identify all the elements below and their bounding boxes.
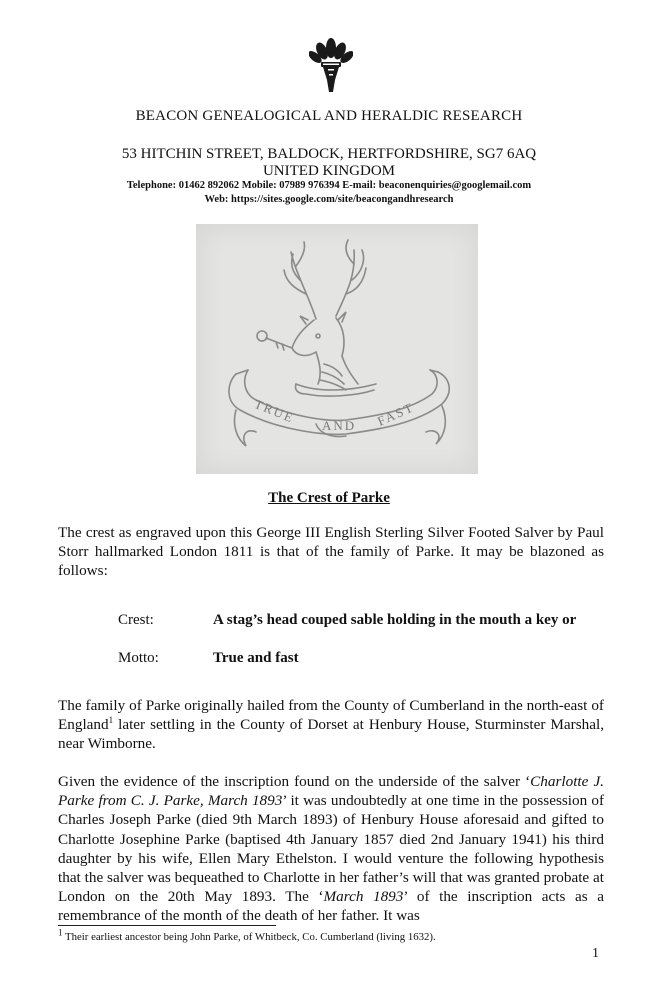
family-text-after: later settling in the County of Dorset at Henbury House, Sturminster Marshal, near Wimborne. bbox=[58, 716, 604, 753]
section-heading: The Crest of Parke bbox=[268, 490, 390, 506]
footnote-reference[interactable]: 1 bbox=[108, 715, 114, 726]
address-line-1: 53 HITCHIN STREET, BALDOCK, HERTFORDSHIRE, SG7 6AQ bbox=[121, 146, 537, 162]
footnote bbox=[58, 927, 618, 943]
blazon-crest-value: A stag’s head couped sable holding in the mouth a key or bbox=[213, 612, 577, 628]
evidence-part-3: ’ of the inscription acts as a remembrance of the month of the death of her father. It was bbox=[58, 888, 604, 925]
blazon-motto-value: True and fast bbox=[213, 650, 299, 666]
evidence-part-1: Given the evidence of the inscription found on the underside of the salver ‘ bbox=[58, 773, 531, 790]
plume-logo-icon bbox=[309, 36, 353, 96]
month-quote: March 1893 bbox=[323, 888, 404, 906]
evidence-paragraph bbox=[58, 772, 604, 926]
blazon-motto-label: Motto: bbox=[118, 650, 159, 666]
inscription-quote: Charlotte J. Parke from C. J. Parke, March 1893 bbox=[58, 773, 604, 810]
footnote-text: Their earliest ancestor being John Parke, of Whitbeck, Co. Cumberland (living 1632). bbox=[62, 931, 436, 943]
intro-paragraph: The crest as engraved upon this George III English Sterling Silver Footed Salver by Paul Storr hallmarked London 1811 is that of the family of Parke. It may be blazoned as follows: bbox=[58, 524, 604, 580]
address-line-2: UNITED KINGDOM bbox=[262, 163, 396, 179]
motto-word-true: TRUE bbox=[252, 396, 297, 426]
blazon-crest-label: Crest: bbox=[118, 612, 154, 628]
stag-crest-engraving bbox=[196, 224, 478, 474]
page-number: 1 bbox=[592, 946, 599, 961]
family-text-before: The family of Parke originally hailed from the County of Cumberland in the north-east of England bbox=[58, 697, 604, 734]
footnote-mark: 1 bbox=[58, 927, 63, 938]
evidence-part-2: ’ it was undoubtedly at one time in the possession of Charles Joseph Parke (died 9th March 1893) of Henbury House aforesaid and gifted to Charlotte Josephine Parke (baptised 4th January 1857 died 2nd January 1941) his third daughter by his wife, Ellen Mary Ethelston. I would venture the following hypothesis that the salver was bequeathed to Charlotte in her father’s will that was granted probate at London on the 20th May 1893. The ‘ bbox=[58, 792, 605, 906]
crest-engraving-photo bbox=[196, 224, 478, 474]
contact-line: Telephone: 01462 892062 Mobile: 07989 976394 E-mail: beaconenquiries@googlemail.com bbox=[126, 180, 532, 191]
family-paragraph bbox=[58, 696, 604, 754]
motto-word-fast: FAST bbox=[374, 399, 417, 429]
footnote-divider bbox=[58, 925, 276, 926]
org-name: BEACON GENEALOGICAL AND HERALDIC RESEARCH bbox=[135, 108, 523, 124]
web-line: Web: https://sites.google.com/site/beacongandhresearch bbox=[204, 194, 454, 205]
motto-word-and: AND bbox=[322, 418, 357, 433]
